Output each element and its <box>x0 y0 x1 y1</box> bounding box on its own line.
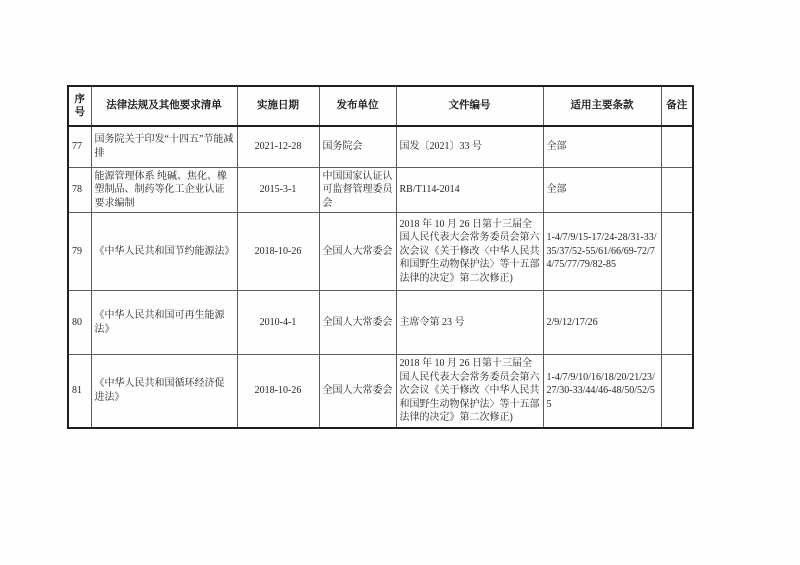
cell-implementation-date: 2015-3-1 <box>237 167 319 213</box>
cell-remarks <box>661 167 693 213</box>
table-header-row <box>68 86 693 126</box>
cell-implementation-date: 2018-10-26 <box>237 355 319 428</box>
cell-applicable-clauses: 全部 <box>543 126 661 167</box>
cell-document-number: 2018 年 10 月 26 日第十三届全国人民代表大会常务委员会第六次会议《关于修改〈中华人民共和国野生动物保护法〉等十五部法律的决定》第二次修正) <box>396 213 543 291</box>
cell-regulation-name: 《中华人民共和国循环经济促进法》 <box>91 355 237 428</box>
cell-publishing-unit: 全国人大常委会 <box>319 355 396 428</box>
table-row <box>68 126 693 167</box>
cell-applicable-clauses: 1-4/7/9/15-17/24-28/31-33/35/37/52-55/61/66/69-72/74/75/77/79/82-85 <box>543 213 661 291</box>
cell-publishing-unit: 全国人大常委会 <box>319 291 396 355</box>
col-header-document-number: 文件编号 <box>396 86 543 126</box>
col-header-applicable-clauses: 适用主要条款 <box>543 86 661 126</box>
cell-publishing-unit: 国务院会 <box>319 126 396 167</box>
cell-document-number: 国发〔2021〕33 号 <box>396 126 543 167</box>
cell-implementation-date: 2018-10-26 <box>237 213 319 291</box>
cell-seq-no: 79 <box>68 213 91 291</box>
cell-applicable-clauses: 全部 <box>543 167 661 213</box>
table-row <box>68 355 693 428</box>
cell-applicable-clauses: 1-4/7/9/10/16/18/20/21/23/27/30-33/44/46-48/50/52/55 <box>543 355 661 428</box>
cell-document-number: 2018 年 10 月 26 日第十三届全国人民代表大会常务委员会第六次会议《关于修改〈中华人民共和国野生动物保护法〉等十五部法律的决定》第二次修正) <box>396 355 543 428</box>
cell-applicable-clauses: 2/9/12/17/26 <box>543 291 661 355</box>
cell-seq-no: 81 <box>68 355 91 428</box>
cell-regulation-name: 能源管理体系 纯碱、焦化、橡塑制品、制药等化工企业认证要求编制 <box>91 167 237 213</box>
cell-seq-no: 78 <box>68 167 91 213</box>
cell-implementation-date: 2010-4-1 <box>237 291 319 355</box>
col-header-regulation-list: 法律法规及其他要求清单 <box>91 86 237 126</box>
table-row <box>68 291 693 355</box>
cell-remarks <box>661 213 693 291</box>
cell-remarks <box>661 355 693 428</box>
cell-document-number: 主席令第 23 号 <box>396 291 543 355</box>
cell-seq-no: 77 <box>68 126 91 167</box>
col-header-seq-no: 序号 <box>68 86 91 126</box>
col-header-implementation-date: 实施日期 <box>237 86 319 126</box>
cell-remarks <box>661 126 693 167</box>
cell-regulation-name: 《中华人民共和国可再生能源法》 <box>91 291 237 355</box>
cell-document-number: RB/T114-2014 <box>396 167 543 213</box>
cell-regulation-name: 国务院关于印发“十四五”节能减排 <box>91 126 237 167</box>
table-row <box>68 167 693 213</box>
cell-publishing-unit: 中国国家认证认可监督管理委员会 <box>319 167 396 213</box>
col-header-remarks: 备注 <box>661 86 693 126</box>
col-header-publishing-unit: 发布单位 <box>319 86 396 126</box>
cell-seq-no: 80 <box>68 291 91 355</box>
cell-publishing-unit: 全国人大常委会 <box>319 213 396 291</box>
cell-regulation-name: 《中华人民共和国节约能源法》 <box>91 213 237 291</box>
cell-implementation-date: 2021-12-28 <box>237 126 319 167</box>
cell-remarks <box>661 291 693 355</box>
regulations-table <box>67 85 694 429</box>
table-row <box>68 213 693 291</box>
